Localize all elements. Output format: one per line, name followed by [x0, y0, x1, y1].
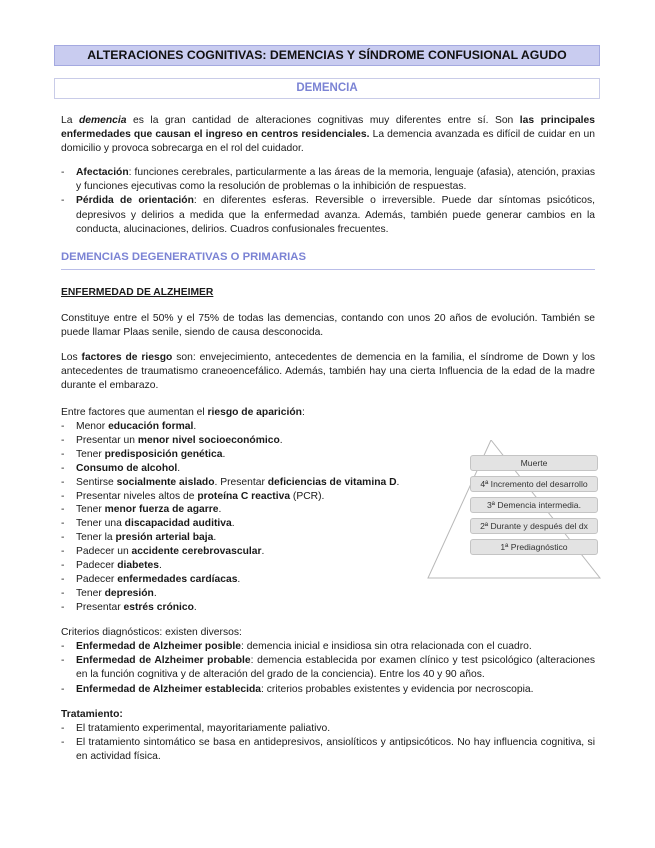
risk-post: .: [261, 546, 265, 558]
page-title: ALTERACIONES COGNITIVAS: DEMENCIAS Y SÍNDROME CONFUSIONAL AGUDO: [54, 45, 600, 66]
risk-bold: Consumo de alcohol: [76, 462, 178, 474]
pyramid-level-2: 2ª Durante y después del dx: [470, 518, 598, 534]
item-text: : en diferentes esferas. Reversible o irreversible. Puede dar síntomas psicóticos, depresivos y delirios a medida que la enfermedad avanza. Además, también puede generar cambios en la conducta, alucinaciones, delirios. Cuadros confusionales frecuentes.: [76, 195, 595, 235]
item-text: : funciones cerebrales, particularmente a las áreas de la memoria, lenguaje (afasia), atención, praxias y funciones ejecutivas como la resolución de problemas o la inhibición de respuestas.: [76, 167, 595, 193]
risk-pre: Padecer un: [76, 546, 132, 558]
risk-pre: Tener: [76, 587, 105, 599]
risk-pre: Tener una: [76, 518, 125, 530]
alzheimer-text: Constituye entre el 50% y el 75% de todas las demencias, contando con unos 20 años de evolución. También se puede llamar Plaas senile, siendo de causa desconocida.: [61, 313, 595, 339]
list-item: [61, 601, 421, 615]
list-item: [61, 587, 421, 601]
risk-post: .: [213, 532, 217, 544]
list-item: [61, 545, 421, 559]
risk-pre: Padecer: [76, 560, 118, 572]
risk-post: .: [237, 573, 241, 585]
criteria-intro: [61, 626, 595, 640]
risk-text-1: Los: [61, 352, 82, 363]
risk-bold: educación formal: [108, 421, 194, 432]
risk-intro: [61, 406, 595, 420]
section-heading-degenerativas: DEMENCIAS DEGENERATIVAS O PRIMARIAS: [61, 250, 595, 270]
criteria-label: Enfermedad de Alzheimer posible: [76, 641, 241, 652]
risk-bold: discapacidad auditiva: [124, 518, 232, 530]
list-item: [61, 654, 595, 682]
list-item: [61, 531, 421, 545]
criteria-text: : criterios probables existentes y evidencia por necroscopia.: [261, 683, 534, 695]
treatment-list: [61, 722, 595, 765]
pyramid-level-5: Muerte: [470, 455, 598, 471]
risk-text-2: son: envejecimiento, antecedentes de demencia en la familia, el síndrome de Down y los antecedentes de traumatismo craneoencefálico. Además, también hay una cierta Influencia de la edad de la madre durante el embarazo.: [61, 352, 596, 392]
risk-pre: Menor: [76, 421, 109, 432]
risk-post: .: [231, 518, 235, 530]
list-item: [61, 559, 421, 573]
intro-paragraph: [61, 114, 595, 157]
risk-intro-colon: :: [301, 407, 305, 418]
risk-pre: Presentar niveles altos de: [76, 490, 198, 502]
alzheimer-title: [61, 286, 595, 300]
risk-post: (PCR).: [290, 490, 325, 502]
risk-post: . Presentar: [214, 476, 268, 488]
stages-pyramid: [424, 440, 604, 580]
alzheimer-heading: ENFERMEDAD DE ALZHEIMER: [61, 287, 214, 298]
risk-bold: enfermedades cardíacas: [117, 573, 238, 585]
risk-post: .: [159, 560, 162, 572]
risk-bold: depresión: [104, 587, 154, 599]
criteria-text: : demencia establecida por examen clínico y test psicológico (alteraciones en la función cognitiva y de alteración del grado de la conciencia). Entre los 40 y 90 años.: [76, 655, 595, 681]
risk-bold: presión arterial baja: [115, 532, 214, 544]
pyramid-level-3: 3ª Demencia intermedia.: [470, 497, 598, 513]
treatment-heading: Tratamiento:: [61, 709, 123, 720]
item-label: Afectación: [76, 167, 129, 178]
item-label: Pérdida de orientación: [76, 195, 194, 207]
intro-list: [61, 166, 595, 237]
list-item: [61, 166, 595, 194]
risk-pre: Presentar: [76, 601, 124, 613]
treatment-item: - El tratamiento sintomático se basa en antidepresivos, ansiolíticos y antipsicóticos. No hay influencia cognitiva, si en actividad física.: [76, 737, 595, 763]
risk-intro-term: riesgo de aparición: [207, 407, 302, 418]
intro-text-3: La demencia avanzada es difícil de cuidar en un domicilio y provoca sobrecarga en el rol del cuidador.: [61, 129, 595, 155]
list-item: [61, 476, 421, 490]
risk-bold: menor nivel socioeconómico: [137, 434, 280, 446]
list-item: [61, 448, 421, 462]
risk-pre: Presentar un: [76, 434, 138, 446]
risk-bold: diabetes: [117, 560, 159, 572]
criteria-label: Enfermedad de Alzheimer probable: [76, 655, 251, 667]
risk-post: .: [222, 448, 226, 460]
list-item: [61, 503, 421, 517]
intro-text-1: La: [61, 115, 79, 126]
list-item: [61, 736, 595, 764]
risk-list: [61, 420, 421, 615]
criteria-intro-text: Criterios diagnósticos: existen diversos:: [61, 627, 242, 638]
list-item: [61, 573, 421, 587]
risk-bold: proteína C reactiva: [197, 490, 291, 502]
risk-intro-text: Entre factores que aumentan el: [61, 407, 208, 418]
criteria-text: : demencia inicial e insidiosa sin otra relacionada con el cuadro.: [240, 641, 532, 652]
risk-bold: menor fuerza de agarre: [104, 504, 219, 516]
list-item: [61, 517, 421, 531]
risk-post: .: [279, 434, 283, 446]
intro-text-2: es la gran cantidad de alteraciones cognitivas muy diferentes entre sí. Son: [126, 115, 520, 126]
intro-highlight: las principales enfermedades que causan el ingreso en centros residenciales.: [61, 115, 595, 141]
risk-bold-2: deficiencias de vitamina D: [267, 476, 397, 488]
risk-bold: predisposición genética: [104, 448, 223, 460]
pyramid-level-4: 4ª Incremento del desarrollo: [470, 476, 598, 492]
risk-bold: estrés crónico: [123, 601, 194, 613]
risk-post: .: [218, 504, 222, 516]
criteria-label: Enfermedad de Alzheimer establecida: [76, 683, 262, 695]
list-item: [61, 640, 595, 654]
alzheimer-p2: [61, 351, 595, 394]
pyramid-level-1: 1ª Prediagnóstico: [470, 539, 598, 555]
list-item: [61, 420, 421, 434]
risk-post: .: [153, 587, 157, 599]
risk-post: .: [193, 421, 197, 432]
risk-factors-term: factores de riesgo: [81, 352, 173, 363]
list-item: [61, 683, 595, 697]
risk-bold: accidente cerebrovascular: [131, 546, 262, 558]
risk-post-2: .: [396, 476, 400, 488]
risk-pre: Tener la: [76, 532, 116, 544]
list-item: [61, 434, 421, 448]
risk-pre: Padecer: [76, 573, 118, 585]
intro-term-demencia: demencia: [78, 115, 127, 126]
criteria-list: [61, 640, 595, 697]
risk-pre: Sentirse: [76, 476, 117, 488]
risk-post: .: [177, 462, 181, 474]
treatment-item: - El tratamiento experimental, mayoritariamente paliativo.: [76, 723, 331, 734]
list-item: [61, 194, 595, 237]
list-item: [61, 722, 595, 736]
list-item: [61, 462, 421, 476]
risk-pre: Tener: [76, 504, 105, 516]
alzheimer-p1: [61, 312, 595, 340]
risk-post: .: [193, 601, 197, 613]
risk-pre: Tener: [76, 448, 105, 460]
list-item: [61, 490, 421, 504]
section-title-demencia: DEMENCIA: [54, 78, 600, 99]
risk-bold: socialmente aislado: [116, 476, 215, 488]
treatment-title: [61, 708, 595, 722]
